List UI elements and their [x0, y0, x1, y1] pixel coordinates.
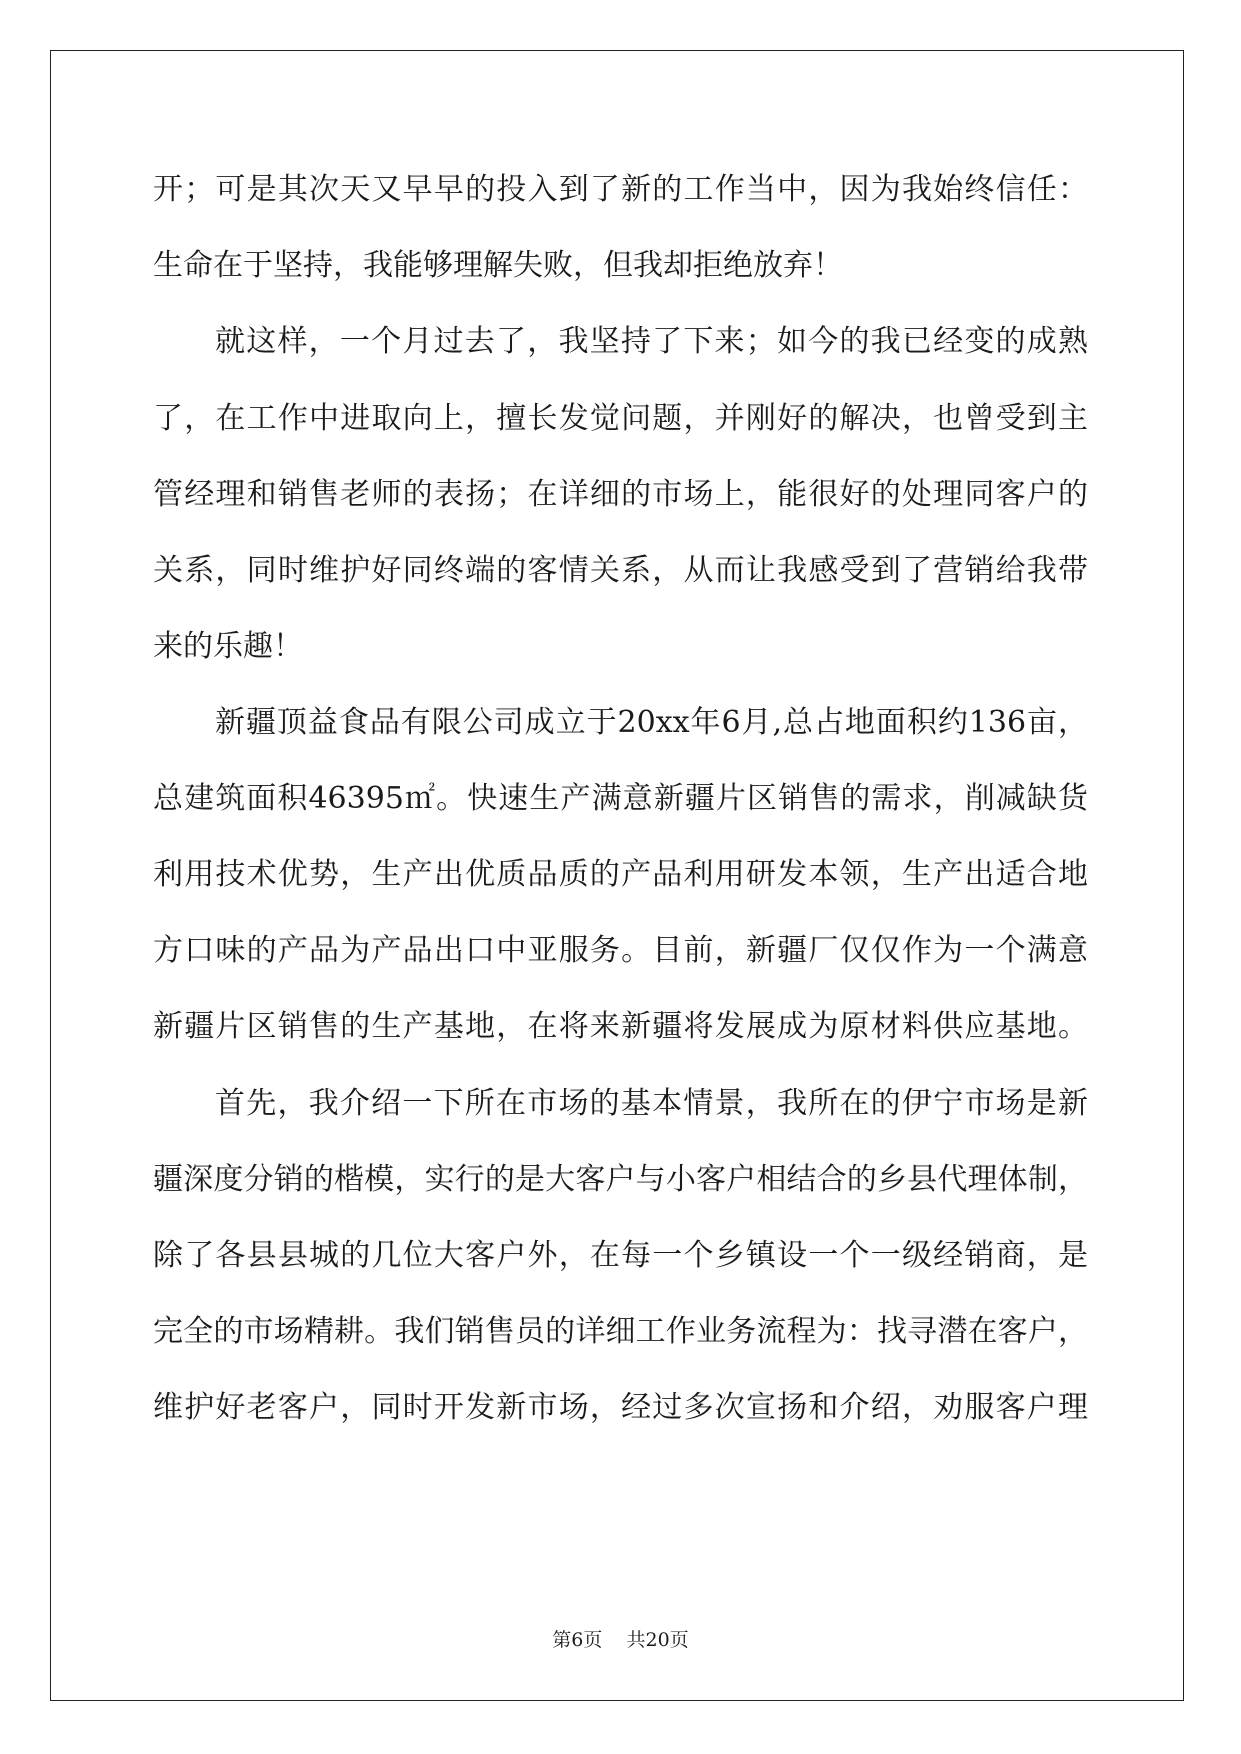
text-line: 方口味的产品为产品出口中亚服务。目前，新疆厂仅仅作为一个满意 [153, 933, 1088, 968]
text-line: 新疆顶益食品有限公司成立于20xx年6月,总占地面积约136亩， [215, 705, 1088, 740]
text-line: 生命在于坚持，我能够理解失败，但我却拒绝放弃！ [153, 248, 843, 283]
text-line: 管经理和销售老师的表扬；在详细的市场上，能很好的处理同客户的 [153, 477, 1088, 512]
text-line: 新疆片区销售的生产基地，在将来新疆将发展成为原材料供应基地。 [153, 1009, 1088, 1044]
text-line: 首先，我介绍一下所在市场的基本情景，我所在的伊宁市场是新 [215, 1086, 1088, 1121]
text-line: 来的乐趣！ [153, 629, 303, 664]
text-line: 总建筑面积46395㎡。快速生产满意新疆片区销售的需求，削减缺货 [153, 781, 1088, 816]
text-line: 关系，同时维护好同终端的客情关系，从而让我感受到了营销给我带 [153, 553, 1088, 588]
text-line: 了，在工作中进取向上，擅长发觉问题，并刚好的解决，也曾受到主 [153, 401, 1088, 436]
page-total: 共20页 [626, 1629, 689, 1651]
page-number: 第6页 [552, 1629, 603, 1651]
text-line: 疆深度分销的楷模，实行的是大客户与小客户相结合的乡县代理体制， [153, 1162, 1088, 1197]
text-line: 除了各县县城的几位大客户外，在每一个乡镇设一个一级经销商，是 [153, 1238, 1088, 1273]
text-line: 维护好老客户，同时开发新市场，经过多次宣扬和介绍，劝服客户理 [153, 1390, 1088, 1425]
text-line: 完全的市场精耕。我们销售员的详细工作业务流程为：找寻潜在客户， [153, 1314, 1088, 1349]
text-line: 开；可是其次天又早早的投入到了新的工作当中，因为我始终信任： [153, 172, 1088, 207]
text-line: 就这样，一个月过去了，我坚持了下来；如今的我已经变的成熟 [215, 324, 1088, 359]
page-footer [0, 1628, 1241, 1652]
text-line: 利用技术优势，生产出优质品质的产品利用研发本领，生产出适合地 [153, 857, 1088, 892]
